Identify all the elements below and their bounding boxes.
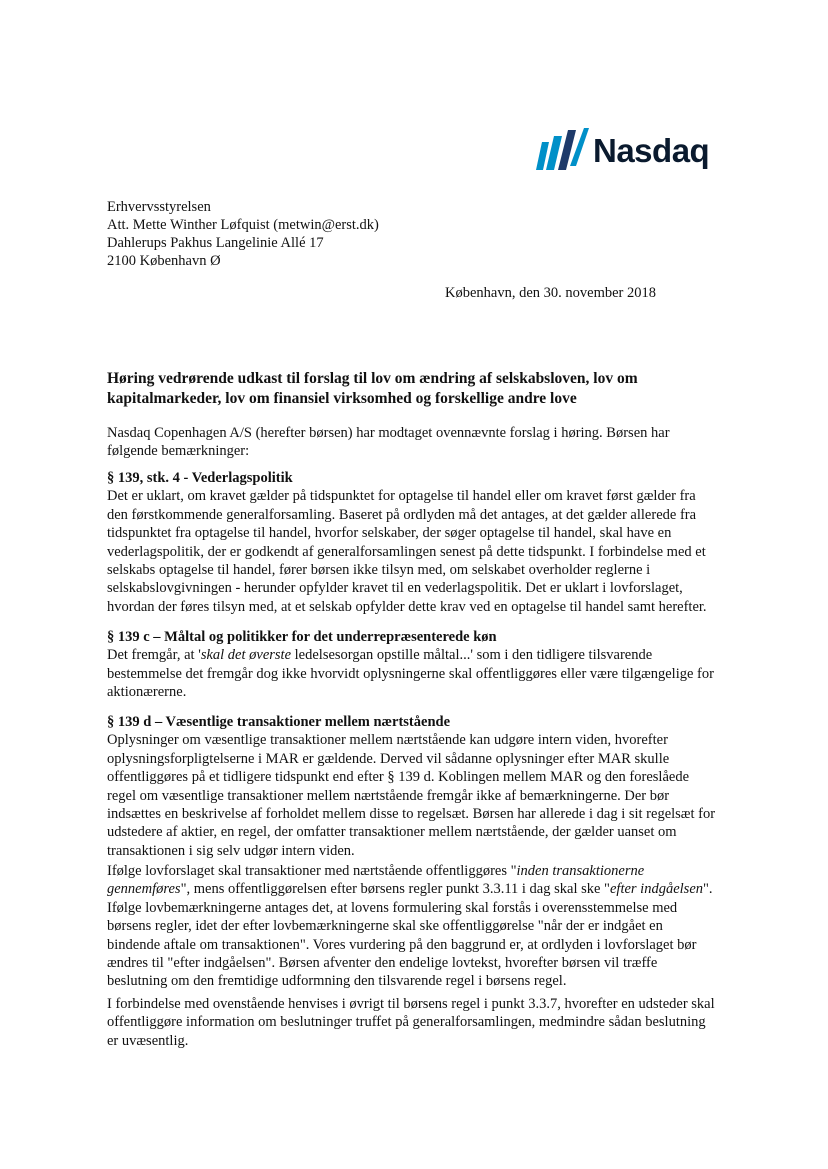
letter-date: København, den 30. november 2018: [445, 285, 657, 301]
text-span: ", mens offentliggørelsen efter børsens regler punkt 3.3.11 i dag skal ske ": [180, 881, 610, 898]
paragraph-line: bestemmelse det fremgår dog ikke hvorvidt oplysningerne skal offentliggøres eller være tilgængelige for: [107, 665, 714, 682]
paragraph-line: oplysningsforpligtelserne i MAR er gældende. Derved vil sådanne oplysninger efter MAR skulle: [107, 750, 670, 767]
section-transaktioner: [107, 713, 717, 860]
italic-quote: gennemføres: [107, 881, 181, 898]
paragraph-line: selskabs optagelse til handel, fører børsen ikke tilsyn med, om selskabet overholder reglerne i: [107, 562, 651, 579]
italic-quote: efter indgåelsen: [609, 881, 704, 898]
nasdaq-logo: [534, 126, 714, 176]
title-line: Høring vedrørende udkast til forslag til lov om ændring af selskabsloven, lov om: [107, 370, 638, 387]
letter-title: [107, 369, 717, 409]
paragraph-line: Nasdaq Copenhagen A/S (herefter børsen) har modtaget ovennævnte forslag i høring. Børsen har: [107, 425, 670, 441]
paragraph-line: [107, 646, 717, 664]
text-span: ledelsesorgan opstille måltal...' som i den tidligere tilsvarende: [291, 647, 653, 664]
section-heading: § 139 d – Væsentlige transaktioner mellem nærtstående: [107, 714, 451, 730]
paragraph-line: den førstkommende generalforsamling. Baseret på ordlyden må det antages, at det gælder allerede fra: [107, 506, 697, 523]
paragraph-line: aktionærerne.: [107, 684, 187, 701]
paragraph-line: bindende aftale om transaktionen". Vores vurdering på den baggrund er, at ordlyden i lovforslaget bør: [107, 936, 697, 953]
paragraph-line: selskabslovgivningen - herunder opfylder kravet til en vederlagspolitik. Det er uklart i lovforslaget,: [107, 580, 683, 597]
paragraph-line: er uvæsentlig.: [107, 1032, 189, 1049]
paragraph-line: hvordan der føres tilsyn med, at et selskab opfylder dette krav ved en optagelse til handel samt herefter.: [107, 598, 707, 615]
paragraph-line: offentliggøre information om beslutninger truffet på generalforsamlingen, medmindre sådan beslutning: [107, 1014, 706, 1031]
paragraph-line: regel om væsentlige transaktioner mellem nærtstående fremgår ikke af bemærkningerne. Der bør: [107, 787, 670, 804]
intro-paragraph: [107, 424, 717, 461]
paragraph-line: indsættes en beskrivelse af forholdet mellem disse to regelsæt. Børsen har allerede i dag i sit regelsæt for: [107, 806, 716, 823]
text-span: ".: [703, 881, 713, 898]
paragraph-line: beslutning om den fremtidige udformning den tilsvarende regel i børsens regel.: [107, 973, 567, 990]
paragraph-line: offentliggøres på et tidligere tidspunkt end efter § 139 d. Koblingen mellem MAR og den foreslåede: [107, 769, 690, 786]
recipient-line: Erhvervsstyrelsen: [107, 199, 211, 215]
recipient-address: [107, 198, 379, 270]
paragraph-line: [107, 862, 717, 880]
text-span: Ifølge lovforslaget skal transaktioner med nærtstående offentliggøres ": [107, 863, 517, 879]
paragraph-line: Det er uklart, om kravet gælder på tidspunktet for optagelse til handel eller om kravet først gælder fra: [107, 488, 696, 505]
section-vederlagspolitik: [107, 469, 717, 616]
recipient-line: 2100 København Ø: [107, 253, 221, 269]
paragraph-line: Oplysninger om væsentlige transaktioner mellem nærtstående kan udgøre intern viden, hvorefter: [107, 732, 668, 749]
italic-quote: inden transaktionerne: [516, 863, 645, 879]
title-line: kapitalmarkeder, lov om finansiel virksomhed og forskellige andre love: [107, 390, 577, 407]
section-heading: § 139, stk. 4 - Vederlagspolitik: [107, 470, 293, 486]
text-span: Det fremgår, at ': [107, 647, 201, 664]
section-maaltal: [107, 628, 717, 702]
paragraph-line: I forbindelse med ovenstående henvises i øvrigt til børsens regel i punkt 3.3.7, hvorefter en udsteder skal: [107, 996, 715, 1012]
nasdaq-logo-text: Nasdaq: [593, 132, 710, 169]
paragraph-line: Ifølge lovbemærkningerne antages det, at lovens formulering skal forstås i overensstemmelse med: [107, 899, 678, 916]
section-heading: § 139 c – Måltal og politikker for det underrepræsenterede køn: [107, 629, 497, 645]
recipient-line: Att. Mette Winther Løfquist (metwin@erst.dk): [107, 217, 379, 233]
recipient-line: Dahlerups Pakhus Langelinie Allé 17: [107, 235, 324, 251]
paragraph-line: udstedere af aktier, en regel, der omfatter transaktioner mellem nærtstående, der gælder uanset om: [107, 824, 677, 841]
paragraph-offentliggoerelse: [107, 862, 717, 991]
paragraph-line: ændres til "efter indgåelsen". Børsen afventer den endelige lovtekst, hvorefter børsen vil træffe: [107, 955, 658, 972]
paragraph-line: følgende bemærkninger:: [107, 443, 250, 460]
paragraph-henvisning: [107, 995, 717, 1050]
paragraph-line: [107, 880, 717, 898]
paragraph-line: børsens regler, idet der efter lovbemærkningerne skal ske offentliggørelse "når der er indgået en: [107, 918, 663, 935]
italic-quote: skal det øverste: [200, 647, 292, 664]
paragraph-line: vederlagspolitik, der er godkendt af generalforsamlingen senest på dette tidspunkt. I forbindelse med et: [107, 543, 706, 560]
paragraph-line: transaktionen i sig selv udgør intern viden.: [107, 842, 355, 859]
paragraph-line: tidspunktet fra optagelse til handel, hvorfor selskaber, der søger optagelse til handel, skal have en: [107, 525, 672, 542]
nasdaq-logo-icon: [534, 126, 590, 174]
